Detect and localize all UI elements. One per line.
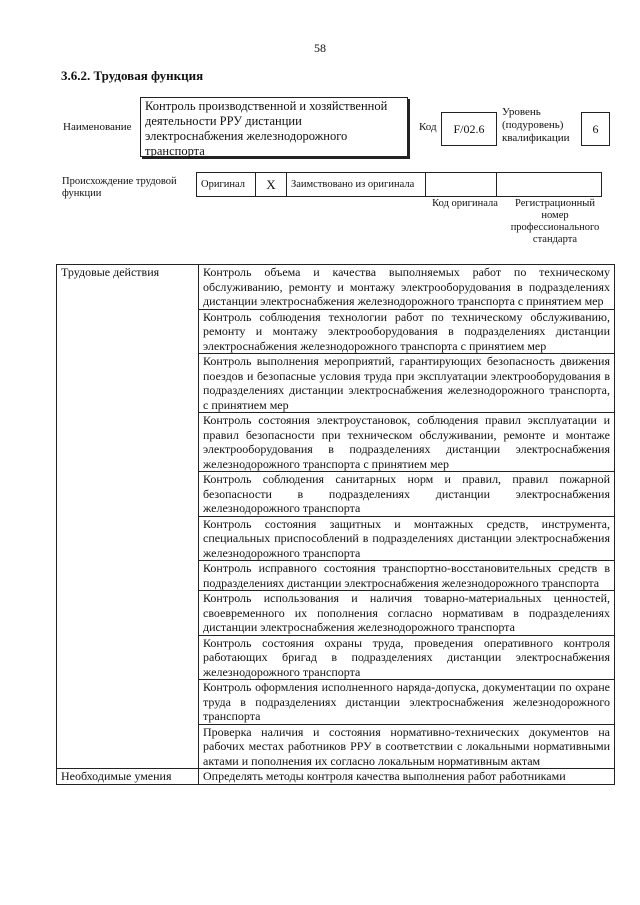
labor-action-item: Контроль использования и наличия товарно-материальных ценностей, своевременного их пополнения согласно нормативам в подразделениях дистанции электроснабжения железнодорожного транспорта bbox=[199, 591, 615, 636]
qualification-level: 6 bbox=[581, 112, 610, 146]
labor-action-item: Контроль выполнения мероприятий, гарантирующих безопасность движения поездов и безопасные условия труда при эксплуатации электрооборудования в подразделениях дистанции электроснабжения железнодорожного транспорта, с принятием мер bbox=[199, 354, 615, 413]
labor-action-item: Контроль соблюдения санитарных норм и правил, правил пожарной безопасности в подразделениях дистанции электроснабжения железнодорожного транспорта bbox=[199, 472, 615, 517]
labor-action-item: Контроль соблюдения технологии работ по техническому обслуживанию, ремонту и монтажу электрооборудования в подразделениях дистанции электроснабжения железнодорожного транспорта с принятием мер bbox=[199, 309, 615, 354]
borrowed-label: Заимствовано из оригинала bbox=[287, 173, 426, 197]
labor-action-label: Трудовые действия bbox=[57, 265, 199, 769]
origin-code-cell bbox=[426, 173, 497, 197]
labor-actions-body bbox=[57, 265, 615, 785]
origin-table bbox=[196, 172, 602, 197]
labor-action-item: Контроль объема и качества выполняемых работ по техническому обслуживанию, ремонту и монтажу электрооборудования в подразделениях дистанции электроснабжения железнодорожного транспорта с принятием мер bbox=[199, 265, 615, 310]
function-name: Контроль производственной и хозяйственной деятельности РРУ дистанции электроснабжения железнодорожного транспорта bbox=[140, 97, 408, 157]
labor-action-item: Контроль оформления исполненного наряда-допуска, документации по охране труда в подразделениях дистанции электроснабжения железнодорожного транспорта bbox=[199, 680, 615, 725]
labor-action-item: Контроль исправного состояния транспортно-восстановительных средств в подразделениях дистанции электроснабжения железнодорожного транспорта bbox=[199, 561, 615, 591]
labor-actions-table bbox=[56, 264, 615, 785]
origin-code-note: Код оригинала bbox=[432, 198, 498, 209]
origin-reg-note: Регистрационный номер профессионального стандарта bbox=[510, 198, 600, 245]
code-label: Код bbox=[419, 121, 437, 133]
labor-action-row bbox=[57, 265, 615, 310]
origin-reg-cell bbox=[497, 173, 602, 197]
skill-row bbox=[57, 769, 615, 785]
labor-action-item: Контроль состояния электроустановок, соблюдения правил эксплуатации и правил безопасности при техническом обслуживании, ремонте и монтаже электрооборудования в подразделениях дистанции электроснабжения железнодорожного транспорта с принятием мер bbox=[199, 413, 615, 472]
labor-action-item: Проверка наличия и состояния нормативно-технических документов на рабочих местах работников РРУ в соответствии с локальными нормативными актами и пополнения их согласно локальным нормативным актам bbox=[199, 724, 615, 769]
skill-label: Необходимые умения bbox=[57, 769, 199, 785]
name-label: Наименование bbox=[63, 121, 132, 133]
labor-action-item: Контроль состояния охраны труда, проведения оперативного контроля работающих бригад в подразделениях дистанции электроснабжения железнодорожного транспорта bbox=[199, 635, 615, 680]
section-title: 3.6.2. Трудовая функция bbox=[61, 68, 204, 83]
skill-item: Определять методы контроля качества выполнения работ работниками bbox=[199, 769, 615, 785]
page-number: 58 bbox=[314, 41, 326, 55]
original-label: Оригинал bbox=[197, 173, 256, 197]
function-code: F/02.6 bbox=[441, 112, 497, 146]
labor-action-item: Контроль состояния защитных и монтажных средств, инструмента, специальных приспособлений в подразделениях дистанции электроснабжения железнодорожного транспорта bbox=[199, 516, 615, 561]
origin-label: Происхождение трудовой функции bbox=[62, 176, 177, 199]
original-mark: X bbox=[256, 173, 287, 197]
level-label: Уровень (подуровень) квалификации bbox=[502, 106, 570, 144]
